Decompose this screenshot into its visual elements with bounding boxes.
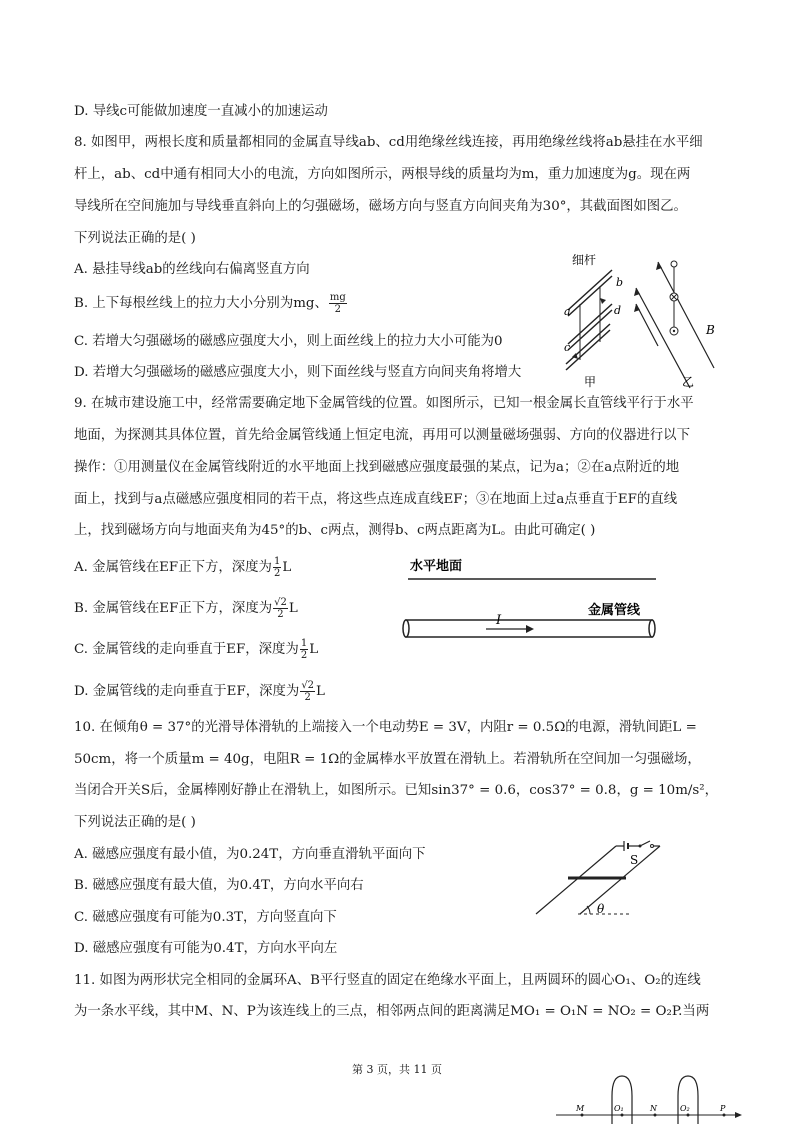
- q10-option-c: C. 磁感应强度有可能为0.3T，方向竖直向下: [74, 910, 337, 925]
- fraction-denominator: 2: [334, 304, 341, 315]
- q9-option-d-suffix: L: [316, 684, 325, 699]
- q9-option-d: [74, 680, 325, 703]
- rail-right: [580, 846, 660, 914]
- q8-stem-3: 导线所在空间施加与导线垂直斜向上的匀强磁场，磁场方向与竖直方向间夹角为30°，其截面图如图乙。: [74, 199, 687, 214]
- ring-b: [678, 1076, 698, 1124]
- q9-option-a: [74, 556, 291, 579]
- label-O1: O₁: [614, 1104, 624, 1113]
- pipe-label: 金属管线: [588, 603, 641, 618]
- q10-figure: [530, 838, 690, 920]
- wire-ab: [568, 310, 612, 350]
- point-N: [654, 1114, 657, 1117]
- switch-lever: [640, 841, 650, 846]
- field-line: [658, 262, 714, 368]
- fraction: [329, 292, 347, 315]
- q9-stem-3: 操作：①用测量仪在金属管线附近的水平地面上找到磁感应强度最强的某点，记为a；②在a点附近的地: [74, 460, 680, 475]
- q9-stem-4: 面上，找到与a点磁感应强度相同的若干点，将这些点连成直线EF；③在地面上过a点垂直于EF的直线: [74, 492, 678, 507]
- q9-stem-2: 地面，为探测其具体位置，首先给金属管线通上恒定电流，再用可以测量磁场强弱、方向的仪器进行以下: [74, 428, 690, 443]
- q8-prompt: 下列说法正确的是( ): [74, 231, 196, 246]
- q7-option-d: D. 导线c可能做加速度一直减小的加速运动: [74, 104, 328, 119]
- fraction-denominator: 2: [277, 609, 284, 620]
- q9-stem-5: 上，找到磁场方向与地面夹角为45°的b、c两点，测得b、c两点距离为L。由此可确定( ): [74, 523, 596, 538]
- angle-arc: [587, 906, 590, 914]
- q11-figure: [552, 1074, 744, 1124]
- point-O1: [621, 1114, 624, 1117]
- q10-stem-2: 50cm，将一个质量m = 40g，电阻R = 1Ω的金属棒水平放置在滑轨上。若滑轨所在空间加一匀强磁场，: [74, 752, 701, 767]
- angle-label: θ: [597, 902, 605, 916]
- current-arrow-icon: [600, 298, 606, 304]
- page-footer: 第 3 页，共 11 页: [352, 1063, 442, 1076]
- q9-option-a-suffix: L: [282, 560, 292, 575]
- ring-a: [612, 1076, 632, 1124]
- fraction: [273, 597, 288, 620]
- current-label: I: [496, 613, 502, 628]
- label-M: M: [576, 1104, 585, 1113]
- arrow-icon: [735, 1112, 742, 1118]
- label-c: c: [564, 341, 571, 354]
- q9-option-d-text: D. 金属管线的走向垂直于EF，深度为: [74, 684, 300, 699]
- label-jia: 甲: [584, 375, 597, 389]
- fraction-numerator: 1: [273, 556, 281, 567]
- q9-stem-1: 9. 在城市建设施工中，经常需要确定地下金属管线的位置。如图所示，已知一根金属长直管线平行于水平: [74, 396, 694, 411]
- rod-label: 细杆: [572, 253, 597, 267]
- fraction-denominator: 2: [300, 650, 308, 661]
- q8-option-b-text: B. 上下每根丝线上的拉力大小分别为mg、: [74, 296, 328, 311]
- label-a: a: [564, 305, 571, 318]
- q11-stem-1: 11. 如图为两形状完全相同的金属环A、B平行竖直的固定在绝缘水平面上，且两圆环的圆心O₁、O₂的连线: [74, 973, 701, 988]
- q8-option-a: A. 悬挂导线ab的丝线向右偏离竖直方向: [74, 262, 310, 277]
- q10-prompt: 下列说法正确的是( ): [74, 815, 196, 830]
- wire-cd: [566, 324, 610, 364]
- q8-option-c: C. 若增大匀强磁场的磁感应强度大小，则上面丝线上的拉力大小可能为0: [74, 334, 503, 349]
- q8-figure: [540, 248, 730, 393]
- fraction-numerator: √2: [274, 597, 287, 608]
- label-O2: O₂: [680, 1104, 690, 1113]
- q10-option-d: D. 磁感应强度有可能为0.4T，方向水平向左: [74, 941, 338, 956]
- pipe-end: [403, 620, 409, 637]
- switch-label: S: [630, 853, 639, 867]
- q8-stem-2: 杆上，ab、cd中通有相同大小的电流，方向如图所示，两根导线的质量均为m，重力加速度为g。现在两: [74, 167, 691, 182]
- pivot-circle: [671, 261, 677, 267]
- label-P: P: [720, 1104, 726, 1113]
- dot-mark: [673, 330, 675, 332]
- q10-option-a: A. 磁感应强度有最小值，为0.24T，方向垂直滑轨平面向下: [74, 847, 426, 862]
- fraction-numerator: mg: [329, 292, 346, 303]
- point-M: [581, 1114, 584, 1117]
- fraction: [273, 556, 281, 579]
- q9-option-b: [74, 597, 298, 620]
- label-yi: 乙: [682, 375, 695, 389]
- q9-option-c-text: C. 金属管线的走向垂直于EF，深度为: [74, 642, 299, 657]
- label-N: N: [650, 1104, 657, 1113]
- q8-stem-1: 8. 如图甲，两根长度和质量都相同的金属直导线ab、cd用绝缘丝线连接，再用绝缘丝线将ab悬挂在水平细: [74, 135, 703, 150]
- q10-option-b: B. 磁感应强度有最大值，为0.4T，方向水平向右: [74, 878, 364, 893]
- switch-pivot: [639, 845, 642, 848]
- label-d: d: [614, 304, 622, 317]
- pipe-end: [649, 620, 655, 637]
- label-b: b: [616, 276, 624, 289]
- ground-label: 水平地面: [410, 559, 463, 574]
- fraction-denominator: 2: [273, 568, 281, 579]
- label-B: B: [706, 323, 715, 337]
- fraction-numerator: 1: [300, 638, 308, 649]
- q9-figure: [400, 556, 662, 648]
- q10-stem-3: 当闭合开关S后，金属棒刚好静止在滑轨上，如图所示。已知sin37° = 0.6，cos37° = 0.8，g = 10m/s²，: [74, 783, 719, 798]
- fraction-numerator: √2: [301, 680, 315, 691]
- q8-option-b: [74, 292, 348, 315]
- fraction-denominator: 2: [304, 692, 311, 703]
- q10-stem-1: 10. 在倾角θ = 37°的光滑导体滑轨的上端接入一个电动势E = 3V，内阻r = 0.5Ω的电源，滑轨间距L =: [74, 720, 697, 735]
- wire-cd: [566, 330, 610, 370]
- fraction: [300, 680, 315, 703]
- fraction: [300, 638, 308, 661]
- q9-option-b-text: B. 金属管线在EF正下方，深度为: [74, 601, 273, 616]
- q9-option-c-suffix: L: [309, 642, 319, 657]
- q8-option-d: D. 若增大匀强磁场的磁感应强度大小，则下面丝线与竖直方向间夹角将增大: [74, 365, 522, 380]
- field-line: [636, 288, 690, 388]
- field-line: [636, 304, 658, 346]
- rod-line: [568, 270, 612, 310]
- point-P: [723, 1114, 726, 1117]
- q9-option-c: [74, 638, 318, 661]
- q9-option-a-text: A. 金属管线在EF正下方，深度为: [74, 560, 272, 575]
- q9-option-b-suffix: L: [288, 601, 298, 616]
- q11-stem-2: 为一条水平线，其中M、N、P为该连线上的三点，相邻两点间的距离满足MO₁ = O₁N = NO₂ = O₂P.当两: [74, 1004, 710, 1019]
- point-O2: [687, 1114, 690, 1117]
